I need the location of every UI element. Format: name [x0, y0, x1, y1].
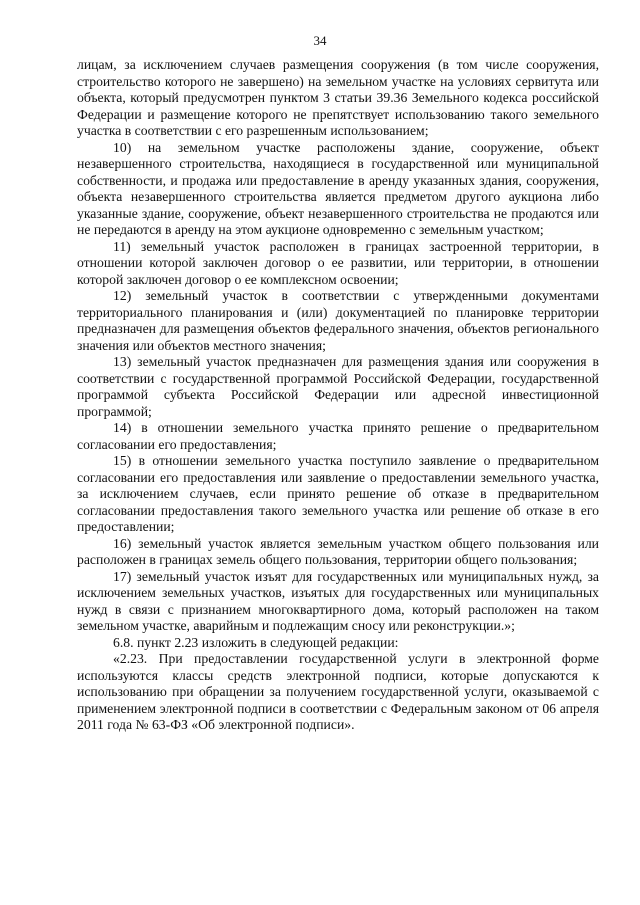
list-item-13: 13) земельный участок предназначен для размещения здания или сооружения в соответствии с государственной программой Российской Федерации, государственной программой субъекта Российской Федерации или адресной инвестиционной программой;: [77, 354, 599, 419]
list-item-14: 14) в отношении земельного участка принято решение о предварительном согласовании его предоставления;: [77, 420, 599, 452]
list-item-10: 10) на земельном участке расположены здание, сооружение, объект незавершенного строительства, находящиеся в государственной или муниципальной собственности, и продажа или предоставление в аренду указанных здания, сооружения, объекта незавершенного строительства является предметом другого аукциона либо указанные здание, сооружение, объект незавершенного строительства не продаются или не передаются в аренду на этом аукционе одновременно с земельным участком;: [77, 139, 599, 237]
page-number: 34: [313, 33, 327, 48]
list-item-11: 11) земельный участок расположен в границах застроенной территории, в отношении которой заключен договор о ее развитии, или территории, в отношении которой заключен договор о ее комплексном освоении;: [77, 238, 599, 287]
document-body: [77, 57, 599, 734]
list-item-17: 17) земельный участок изъят для государственных или муниципальных нужд, за исключением земельных участков, изъятых для государственных или муниципальных нужд в связи с признанием многоквартирного дома, который расположен на таком земельном участке, аварийным и подлежащим сносу или реконструкции.»;: [77, 568, 599, 633]
list-item-16: 16) земельный участок является земельным участком общего пользования или расположен в границах земель общего пользования, территории общего пользования;: [77, 535, 599, 567]
amendment-6-8: 6.8. пункт 2.23 изложить в следующей редакции:: [113, 634, 399, 650]
clause-2-23: «2.23. При предоставлении государственной услуги в электронной форме используются классы средств электронной подписи, которые допускаются к использованию при обращении за получением государственной услуги, оказываемой с применением электронной подписи в соответствии с Федеральным законом от 06 апреля 2011 года № 63-ФЗ «Об электронной подписи».: [77, 651, 599, 732]
list-item-12: 12) земельный участок в соответствии с утвержденными документами территориального планирования и (или) документацией по планировке территории предназначен для размещения объектов федерального значения, объектов регионального значения или объектов местного значения;: [77, 288, 599, 353]
list-item-15: 15) в отношении земельного участка поступило заявление о предварительном согласовании его предоставления или заявление о предоставлении земельного участка, за исключением случаев, если принято решение об отказе в предварительном согласовании предоставления такого земельного участка или решение об отказе в его предоставлении;: [77, 453, 599, 534]
paragraph-intro: лицам, за исключением случаев размещения сооружения (в том числе сооружения, строительство которого не завершено) на земельном участке на условиях сервитута или объекта, который предусмотрен пунктом 3 статьи 39.36 Земельного кодекса российской Федерации и размещение которого не препятствует использованию такого земельного участка в соответствии с его разрешенным использованием;: [77, 57, 599, 138]
